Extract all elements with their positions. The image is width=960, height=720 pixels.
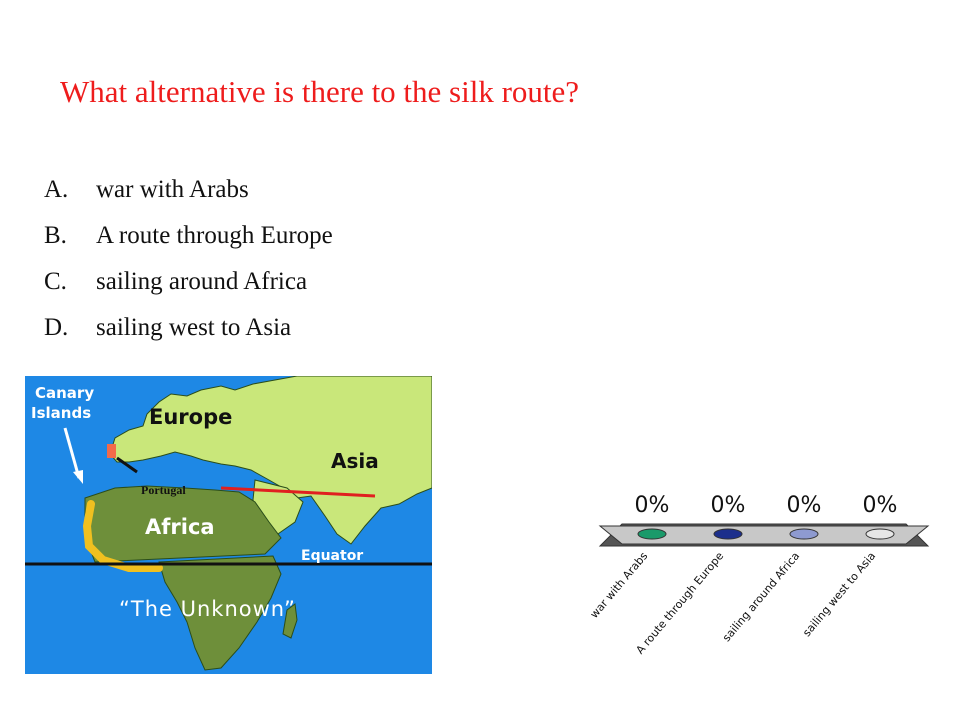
map-label-islands: Islands <box>31 404 92 422</box>
answer-option-c[interactable] <box>44 268 333 314</box>
answer-letter: B. <box>44 222 67 249</box>
poll-category-label: war with Arabs <box>587 549 651 621</box>
map-label-portugal: Portugal <box>141 483 186 497</box>
answer-option-d[interactable] <box>44 314 333 360</box>
response-chart <box>560 480 940 680</box>
answer-list <box>44 176 333 360</box>
map-label-equator: Equator <box>301 548 364 564</box>
poll-marker <box>866 529 894 539</box>
answer-text: A route through Europe <box>96 222 333 249</box>
world-map <box>25 376 432 674</box>
map-label-europe: Europe <box>149 405 233 429</box>
answer-text: war with Arabs <box>96 176 249 203</box>
poll-value-label: 0% <box>710 493 746 518</box>
map-label-africa: Africa <box>145 515 215 539</box>
answer-letter: A. <box>44 176 69 203</box>
poll-marker <box>714 529 742 539</box>
answer-text: sailing around Africa <box>96 268 308 295</box>
poll-value-label: 0% <box>634 493 670 518</box>
map-label-unknown: “The Unknown” <box>119 597 296 621</box>
answer-text: sailing west to Asia <box>96 314 292 341</box>
map-label-asia: Asia <box>331 449 379 473</box>
portugal <box>107 444 116 458</box>
poll-category-label: sailing west to Asia <box>800 549 879 640</box>
poll-value-label: 0% <box>862 493 898 518</box>
answer-letter: D. <box>44 314 69 341</box>
poll-category-label: A route through Europe <box>633 549 727 657</box>
answer-option-a[interactable] <box>44 176 333 222</box>
question-title: What alternative is there to the silk route? <box>60 74 580 109</box>
answer-letter: C. <box>44 268 67 295</box>
poll-category-label: sailing around Africa <box>719 549 803 645</box>
poll-value-label: 0% <box>786 493 822 518</box>
map-label-canary: Canary <box>35 384 95 402</box>
poll-marker <box>638 529 666 539</box>
answer-option-b[interactable] <box>44 222 333 268</box>
poll-marker <box>790 529 818 539</box>
